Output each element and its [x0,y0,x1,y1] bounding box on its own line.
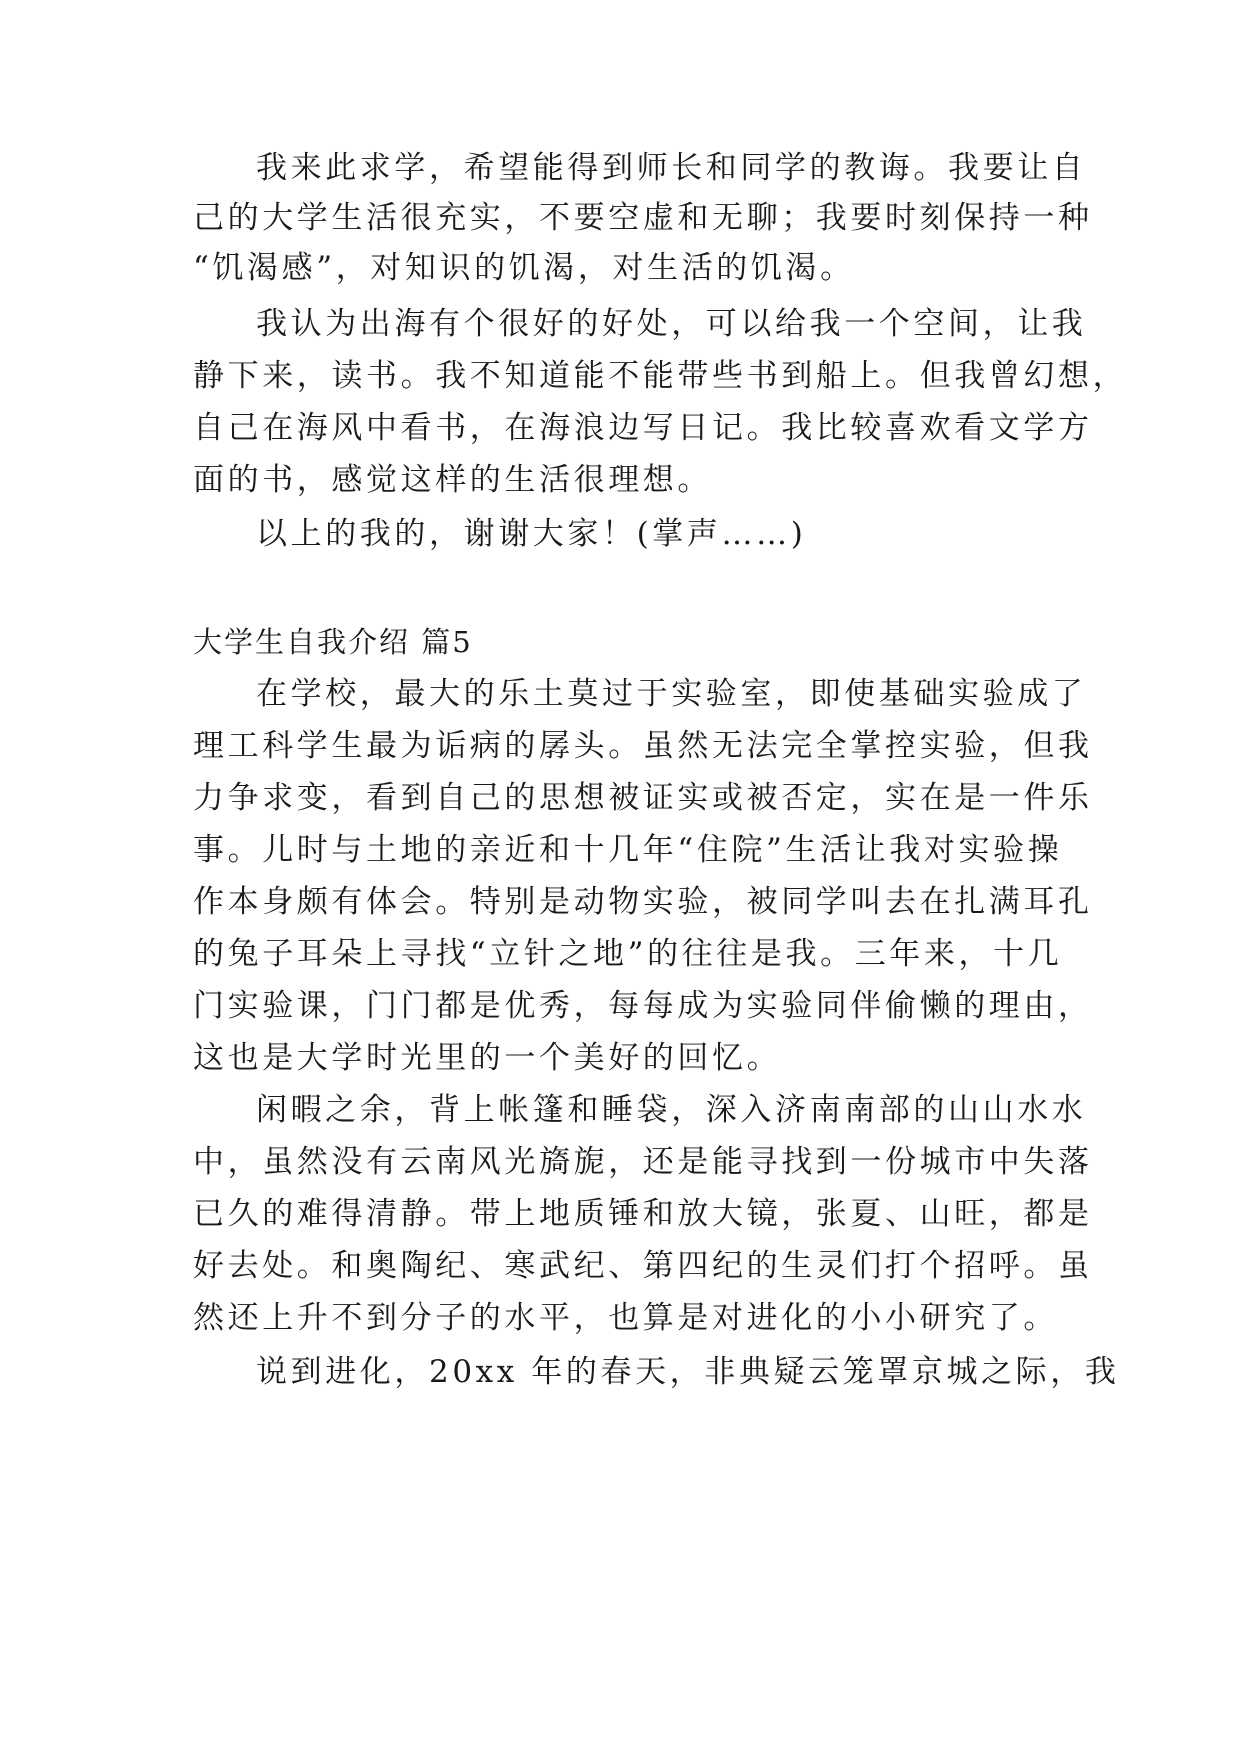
paragraph-line: 力争求变，看到自己的思想被证实或被否定，实在是一件乐 [193,780,1093,816]
paragraph-line: 闲暇之余，背上帐篷和睡袋，深入济南南部的山山水水 [256,1092,1087,1128]
paragraph-line: 好去处。和奥陶纪、寒武纪、第四纪的生灵们打个招呼。虽 [193,1248,1093,1284]
paragraph-line: 门实验课，门门都是优秀，每每成为实验同伴偷懒的理由， [193,988,1093,1024]
paragraph-line: 中，虽然没有云南风光旖旎，还是能寻找到一份城市中失落 [193,1144,1093,1180]
paragraph-line: 静下来，读书。我不知道能不能带些书到船上。但我曾幻想， [193,358,1128,394]
paragraph-line: 这也是大学时光里的一个美好的回忆。 [193,1040,782,1076]
paragraph-line: 然还上升不到分子的水平，也算是对进化的小小研究了。 [193,1300,1058,1336]
paragraph-line: 已久的难得清静。带上地质锤和放大镜，张夏、山旺，都是 [193,1196,1093,1232]
paragraph-line: 我来此求学，希望能得到师长和同学的教诲。我要让自 [256,150,1087,186]
paragraph-line: 理工科学生最为诟病的孱头。虽然无法完全掌控实验，但我 [193,728,1093,764]
section-heading: 大学生自我介绍 篇5 [193,625,473,659]
paragraph-line: 己的大学生活很充实，不要空虚和无聊；我要时刻保持一种 [193,200,1093,236]
paragraph-line: 以上的我的，谢谢大家！(掌声……) [256,516,807,552]
paragraph-line: 的兔子耳朵上寻找“立针之地”的往往是我。三年来，十几 [193,936,1063,972]
paragraph-line: 在学校，最大的乐土莫过于实验室，即使基础实验成了 [256,676,1087,712]
paragraph-line: 我认为出海有个很好的好处，可以给我一个空间，让我 [256,306,1087,342]
paragraph-line: 自己在海风中看书，在海浪边写日记。我比较喜欢看文学方 [193,410,1093,446]
paragraph-line: “饥渴感”，对知识的饥渴，对生活的饥渴。 [193,250,855,286]
paragraph-line: 面的书，感觉这样的生活很理想。 [193,462,712,498]
paragraph-line: 事。儿时与土地的亲近和十几年“住院”生活让我对实验操 [193,832,1063,868]
paragraph-line: 说到进化，20xx 年的春天，非典疑云笼罩京城之际，我 [256,1354,1120,1390]
paragraph-line: 作本身颇有体会。特别是动物实验，被同学叫去在扎满耳孔 [193,884,1093,920]
